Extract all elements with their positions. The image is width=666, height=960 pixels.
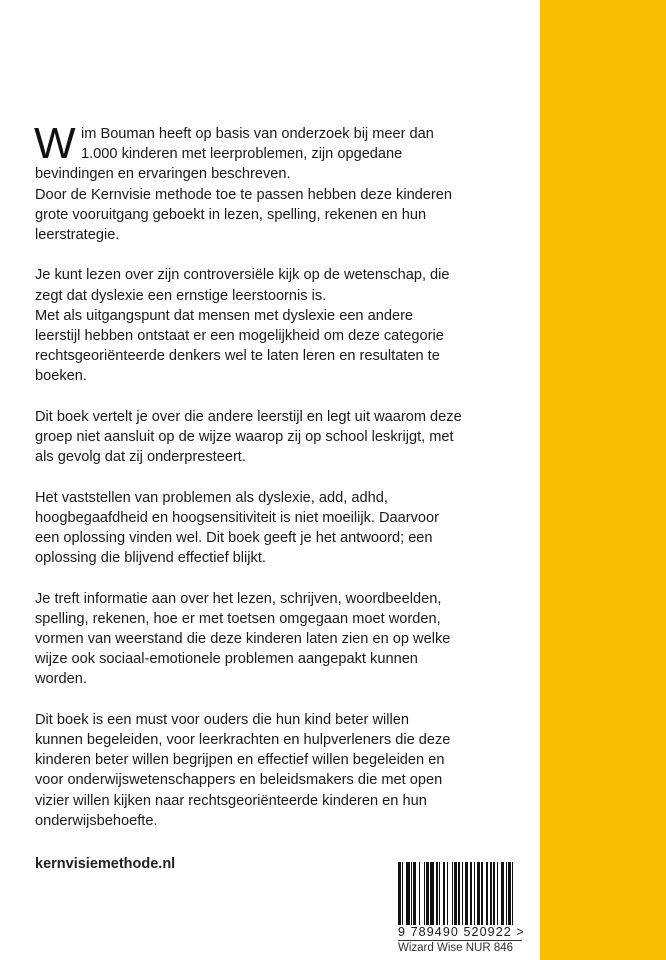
text-line: Door de Kernvisie methode toe te passen hebben deze kinderen (35, 186, 453, 203)
text-line: spelling, rekenen, hoe er met toetsen omgegaan moet worden, (35, 610, 441, 627)
text-line: kunnen begeleiden, voor leerkrachten en hulpverleners die deze (35, 732, 451, 749)
text-line: Je kunt lezen over zijn controversiële kijk op de wetenschap, die (35, 267, 450, 284)
paragraph (35, 265, 535, 386)
text-line: leerstrategie. (35, 227, 120, 244)
text-line: voor onderwijswetenschappers en beleidsmakers die met open (35, 772, 443, 789)
isbn-number: 9 789490 520922 > (398, 925, 525, 939)
text-line: worden. (35, 671, 87, 688)
text-line: Je treft informatie aan over het lezen, schrijven, woordbeelden, (35, 590, 442, 607)
text-line: rechtsgeoriënteerde denkers wel te laten leren en resultaten te (35, 348, 440, 365)
text-line: een oplossing vinden wel. Dit boek geeft je het antwoord; een (35, 530, 433, 547)
paragraph (35, 589, 535, 690)
publisher-nur: Wizard Wise NUR 846 (398, 942, 514, 954)
text-line: wijze ook sociaal-emotionele problemen aangepakt kunnen (35, 651, 418, 668)
text-line: oplossing die blijvend effectief blijkt. (35, 550, 266, 567)
text-line: onderwijsbehoefte. (35, 812, 158, 829)
text-line: im Bouman heeft op basis van onderzoek bij meer dan (81, 126, 434, 142)
text-line: zegt dat dyslexie een ernstige leerstoornis is. (35, 287, 327, 304)
barcode-bar (513, 862, 516, 925)
text-line: Dit boek is een must voor ouders die hun kind beter willen (35, 711, 409, 728)
paragraph (35, 407, 535, 468)
text-line: Dit boek vertelt je over die andere leerstijl en legt uit waarom deze (35, 408, 462, 425)
text-line: vormen van weerstand die deze kinderen laten zien en op welke (35, 631, 451, 648)
yellow-side-stripe (540, 0, 666, 960)
paragraph (34, 119, 535, 245)
text-line: leerstijl hebben ontstaat er een mogelijkheid om deze categorie (35, 328, 444, 345)
text-line: bevindingen en ervaringen beschreven. (35, 166, 291, 183)
text-line: boeken. (35, 368, 87, 385)
isbn-barcode (398, 862, 525, 956)
text-line: groep niet aansluit op de wijze waarop zij op school leskrijgt, met (35, 429, 454, 446)
text-line: Met als uitgangspunt dat mensen met dyslexie een andere (35, 307, 414, 324)
text-line: Het vaststellen van problemen als dyslexie, add, adhd, (35, 489, 388, 506)
barcode-bars (398, 862, 522, 925)
back-cover-text (34, 119, 535, 851)
text-line: kinderen beter willen begrijpen en effectief willen begeleiden en (35, 752, 445, 769)
text-line: 1.000 kinderen met leerproblemen, zijn opgedane (81, 146, 403, 163)
paragraph (35, 710, 535, 831)
website-link[interactable]: kernvisiemethode.nl (35, 856, 176, 872)
text-line: als gevolg dat zij onderpresteert. (35, 449, 246, 466)
text-line: hoogbegaafdheid en hoogsensitiviteit is niet moeilijk. Daarvoor (35, 509, 440, 526)
text-line: vizier willen kijken naar rechtsgeoriënteerde kinderen en hun (35, 792, 427, 809)
drop-cap: W (34, 119, 76, 168)
paragraph (35, 488, 535, 569)
text-line: grote vooruitgang geboekt in lezen, spelling, rekenen en hun (35, 206, 427, 223)
